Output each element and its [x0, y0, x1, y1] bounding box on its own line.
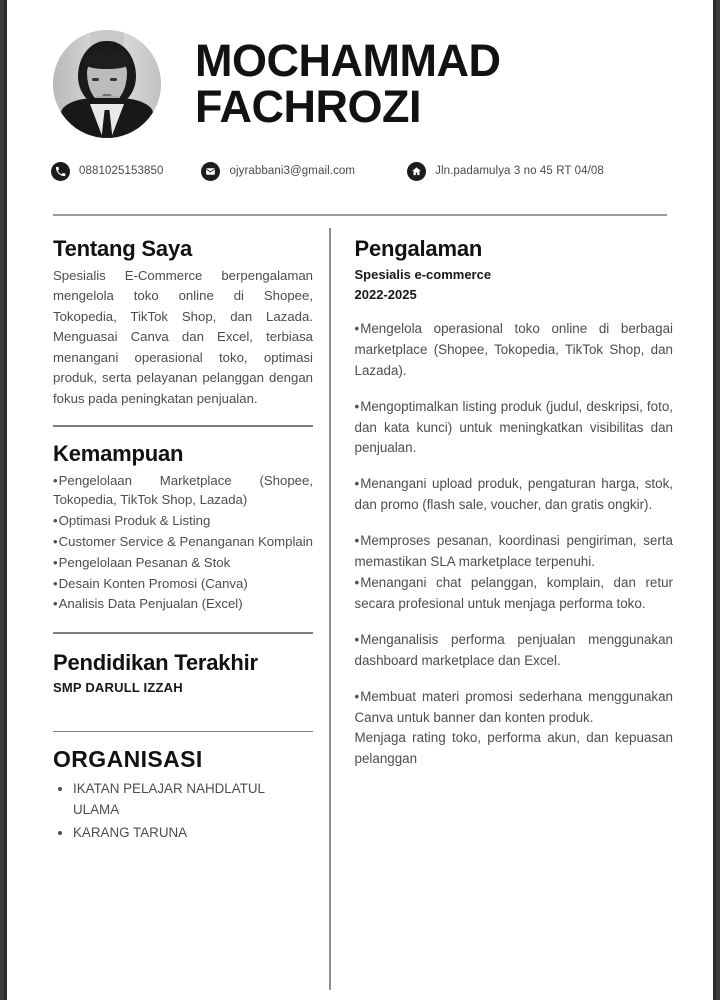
- experience-list: [355, 319, 674, 770]
- about-title: Tentang Saya: [53, 236, 193, 261]
- list-item: • Optimasi Produk & Listing: [53, 511, 313, 531]
- list-item: • Pengelolaan Pesanan & Stok: [53, 553, 313, 573]
- organisation-title: ORGANISASI: [53, 746, 203, 773]
- organisation-list: [53, 779, 313, 843]
- list-item: • Menangani upload produk, pengaturan harga, stok, dan promo (flash sale, voucher, dan gratis ongkir).: [355, 474, 674, 516]
- right-column: [331, 226, 714, 1000]
- contact-phone[interactable]: [51, 162, 163, 181]
- section-divider-1: [53, 425, 313, 427]
- resume-page: [4, 0, 716, 1000]
- experience-role: Spesialis e-commerce: [354, 267, 492, 282]
- contact-email-text: ojyrabbani3@gmail.com: [229, 165, 356, 177]
- contact-address[interactable]: [407, 162, 604, 181]
- section-experience: [355, 236, 674, 770]
- section-education: [53, 650, 313, 695]
- section-about: [53, 236, 313, 409]
- experience-period: 2022-2025: [354, 287, 417, 303]
- section-divider-3: [53, 731, 313, 733]
- list-item: Menjaga rating toko, performa akun, dan kepuasan pelanggan: [354, 730, 673, 767]
- education-title: Pendidikan Terakhir: [53, 649, 258, 675]
- contact-address-text: Jln.padamulya 3 no 45 RT 04/08: [435, 165, 604, 177]
- education-school: SMP DARULL IZZAH: [53, 679, 183, 695]
- skills-list: [53, 471, 313, 615]
- resume-header: [7, 0, 713, 140]
- list-item: • Mengelola operasional toko online di berbagai marketplace (Shopee, Tokopedia, TikTok Shop, dan Lazada).: [355, 319, 674, 382]
- page-title: [195, 35, 501, 132]
- list-item: • Customer Service & Penanganan Komplain: [53, 532, 313, 552]
- list-item: • Mengoptimalkan listing produk (judul, deskripsi, foto, dan kata kunci) untuk meningkatkan visibilitas dan penjualan.: [355, 397, 674, 460]
- contact-phone-text: 0881025153850: [79, 165, 164, 177]
- portrait-eye-left: [92, 78, 99, 81]
- phone-icon: [51, 162, 70, 181]
- left-column: [7, 226, 329, 1000]
- list-item: • IKATAN PELAJAR NAHDLATUL ULAMA: [73, 779, 313, 821]
- skills-title: Kemampuan: [53, 440, 184, 466]
- section-organisation: [53, 746, 313, 843]
- portrait-fringe: [84, 49, 130, 69]
- header-divider: [53, 214, 667, 216]
- resume-body: [7, 226, 713, 1000]
- home-icon: [407, 162, 426, 181]
- list-item: • Membuat materi promosi sederhana menggunakan Canva untuk banner dan konten produk.: [355, 687, 674, 729]
- list-item: • Pengelolaan Marketplace (Shopee, Tokopedia, TikTok Shop, Lazada): [53, 471, 313, 511]
- section-divider-2: [53, 632, 313, 634]
- contact-email[interactable]: [201, 162, 355, 181]
- name-line-2: FACHROZI: [195, 81, 421, 132]
- list-item: • Memproses pesanan, koordinasi pengiriman, serta memastikan SLA marketplace terpenuhi.: [355, 531, 674, 573]
- experience-title: Pengalaman: [354, 236, 483, 261]
- list-item: • KARANG TARUNA: [73, 823, 313, 844]
- list-item: • Desain Konten Promosi (Canva): [53, 574, 313, 594]
- list-item: • Menangani chat pelanggan, komplain, dan retur secara profesional untuk menjaga performa toko.: [355, 573, 674, 615]
- avatar: [53, 30, 161, 138]
- email-icon: [201, 162, 220, 181]
- section-skills: [53, 441, 313, 615]
- about-text: Spesialis E-Commerce berpengalaman mengelola toko online di Shopee, Tokopedia, TikTok Shop, dan Lazada. Menguasai Canva dan Excel, terbiasa menangani operasional toko, optimasi produk, serta pelayanan pelanggan dengan fokus pada peningkatan penjualan.: [53, 268, 313, 406]
- portrait-eye-right: [110, 78, 117, 81]
- list-item: • Menganalisis performa penjualan menggunakan dashboard marketplace dan Excel.: [355, 630, 674, 672]
- name-line-1: MOCHAMMAD: [195, 35, 501, 87]
- contact-bar: [7, 154, 713, 188]
- list-item: • Analisis Data Penjualan (Excel): [53, 594, 313, 614]
